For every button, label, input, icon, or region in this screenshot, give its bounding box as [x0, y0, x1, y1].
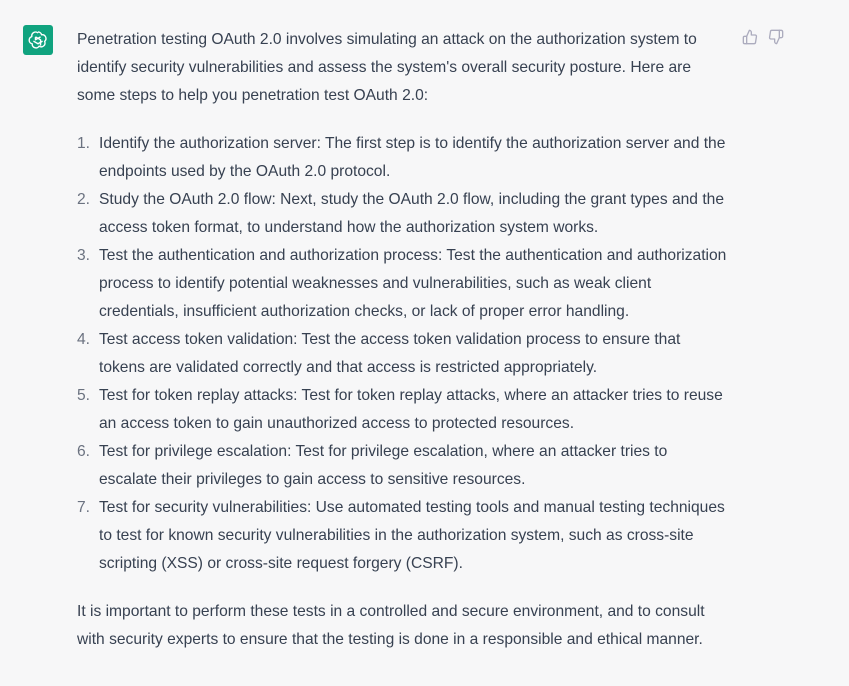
list-item-number: 1. [77, 135, 91, 152]
list-item-number: 4. [77, 331, 91, 348]
message-intro: Penetration testing OAuth 2.0 involves simulating an attack on the authorization system to identify security vulnerabilities and assess the system's overall security posture. Here are some steps to help you penetration test OAuth 2.0: [77, 31, 697, 104]
list-item [77, 186, 729, 242]
message-conclusion: It is important to perform these tests in a controlled and secure environment, and to consult with security experts to ensure that the testing is done in a responsible and ethical manner. [77, 603, 705, 648]
steps-list [77, 130, 729, 578]
list-item-text: Study the OAuth 2.0 flow: Next, study the OAuth 2.0 flow, including the grant types and the access token format, to understand how the authorization system works. [99, 191, 724, 236]
assistant-avatar [23, 25, 53, 55]
list-item-text: Test access token validation: Test the access token validation process to ensure that tokens are validated correctly and that access is restricted appropriately. [99, 331, 681, 376]
list-item-text: Identify the authorization server: The first step is to identify the authorization server and the endpoints used by the OAuth 2.0 protocol. [99, 135, 726, 180]
list-item-number: 3. [77, 247, 91, 264]
message-content [77, 26, 729, 654]
list-item-number: 7. [77, 499, 91, 516]
list-item [77, 382, 729, 438]
list-item-text: Test for security vulnerabilities: Use automated testing tools and manual testing techniques to test for known security vulnerabilities in the authorization system, such as cross-site scripting (XSS) or cross-site request forgery (CSRF). [99, 499, 725, 572]
list-item [77, 326, 729, 382]
thumbs-up-button[interactable] [741, 28, 759, 46]
thumbs-up-icon [742, 29, 758, 45]
openai-logo-icon [27, 29, 49, 51]
list-item-text: Test for privilege escalation: Test for privilege escalation, where an attacker tries to escalate their privileges to gain access to sensitive resources. [99, 443, 668, 488]
list-item-number: 6. [77, 443, 91, 460]
feedback-actions [741, 28, 785, 46]
list-item-text: Test for token replay attacks: Test for token replay attacks, where an attacker tries to reuse an access token to gain unauthorized access to protected resources. [99, 387, 723, 432]
list-item [77, 438, 729, 494]
list-item-number: 2. [77, 191, 91, 208]
list-item [77, 130, 729, 186]
thumbs-down-button[interactable] [767, 28, 785, 46]
thumbs-down-icon [768, 29, 784, 45]
list-item [77, 242, 729, 326]
list-item-text: Test the authentication and authorization process: Test the authentication and authorization process to identify potential weaknesses and vulnerabilities, such as weak client credentials, insufficient authorization checks, or lack of proper error handling. [99, 247, 727, 320]
list-item [77, 494, 729, 578]
list-item-number: 5. [77, 387, 91, 404]
